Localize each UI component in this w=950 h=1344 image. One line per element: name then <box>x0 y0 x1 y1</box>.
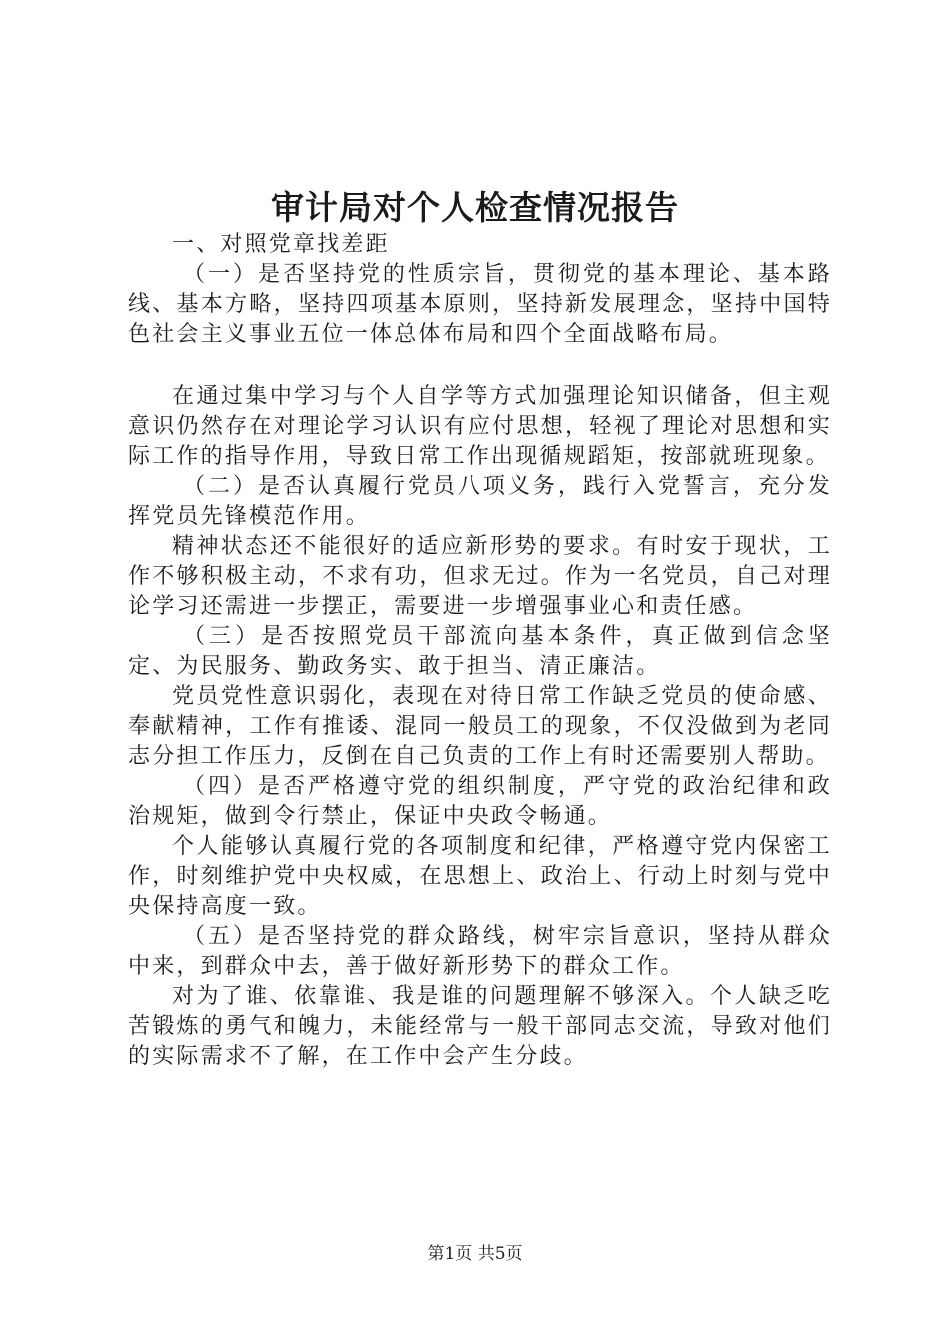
question-paragraph: （四）是否严格遵守党的组织制度，严守党的政治纪律和政治规矩，做到令行禁止，保证中央政令畅通。 <box>128 774 832 829</box>
question-paragraph: （三）是否按照党员干部流向基本条件，真正做到信念坚定、为民服务、勤政务实、敢于担当、清正廉洁。 <box>128 624 832 679</box>
question-paragraph: （一）是否坚持党的性质宗旨，贯彻党的基本理论、基本路线、基本方略，坚持四项基本原则，坚持新发展理念，坚持中国特色社会主义事业五位一体总体布局和四个全面战略布局。 <box>128 262 832 347</box>
question-paragraph: （五）是否坚持党的群众路线，树牢宗旨意识，坚持从群众中来，到群众中去，善于做好新形势下的群众工作。 <box>128 924 832 979</box>
paragraph-spacer <box>128 350 832 382</box>
section-heading: 一、对照党章找差距 <box>172 232 390 257</box>
answer-paragraph: 在通过集中学习与个人自学等方式加强理论知识储备，但主观意识仍然存在对理论学习认识有应付思想，轻视了理论对思想和实际工作的指导作用，导致日常工作出现循规蹈矩，按部就班现象。 <box>128 384 832 469</box>
document-body <box>128 230 832 1072</box>
document-title: 审计局对个人检查情况报告 <box>271 188 679 227</box>
answer-paragraph: 对为了谁、依靠谁、我是谁的问题理解不够深入。个人缺乏吃苦锻炼的勇气和魄力，未能经常与一般干部同志交流，导致对他们的实际需求不了解，在工作中会产生分歧。 <box>128 984 832 1069</box>
page-footer: 第1页 共5页 <box>427 1244 523 1264</box>
answer-paragraph: 精神状态还不能很好的适应新形势的要求。有时安于现状，工作不够积极主动，不求有功，但求无过。作为一名党员，自己对理论学习还需进一步摆正，需要进一步增强事业心和责任感。 <box>128 534 832 619</box>
answer-paragraph: 党员党性意识弱化，表现在对待日常工作缺乏党员的使命感、奉献精神，工作有推诿、混同一般员工的现象，不仅没做到为老同志分担工作压力，反倒在自己负责的工作上有时还需要别人帮助。 <box>128 684 832 769</box>
question-paragraph: （二）是否认真履行党员八项义务，践行入党誓言，充分发挥党员先锋模范作用。 <box>128 474 832 529</box>
answer-paragraph: 个人能够认真履行党的各项制度和纪律，严格遵守党内保密工作，时刻维护党中央权威，在思想上、政治上、行动上时刻与党中央保持高度一致。 <box>128 834 832 919</box>
